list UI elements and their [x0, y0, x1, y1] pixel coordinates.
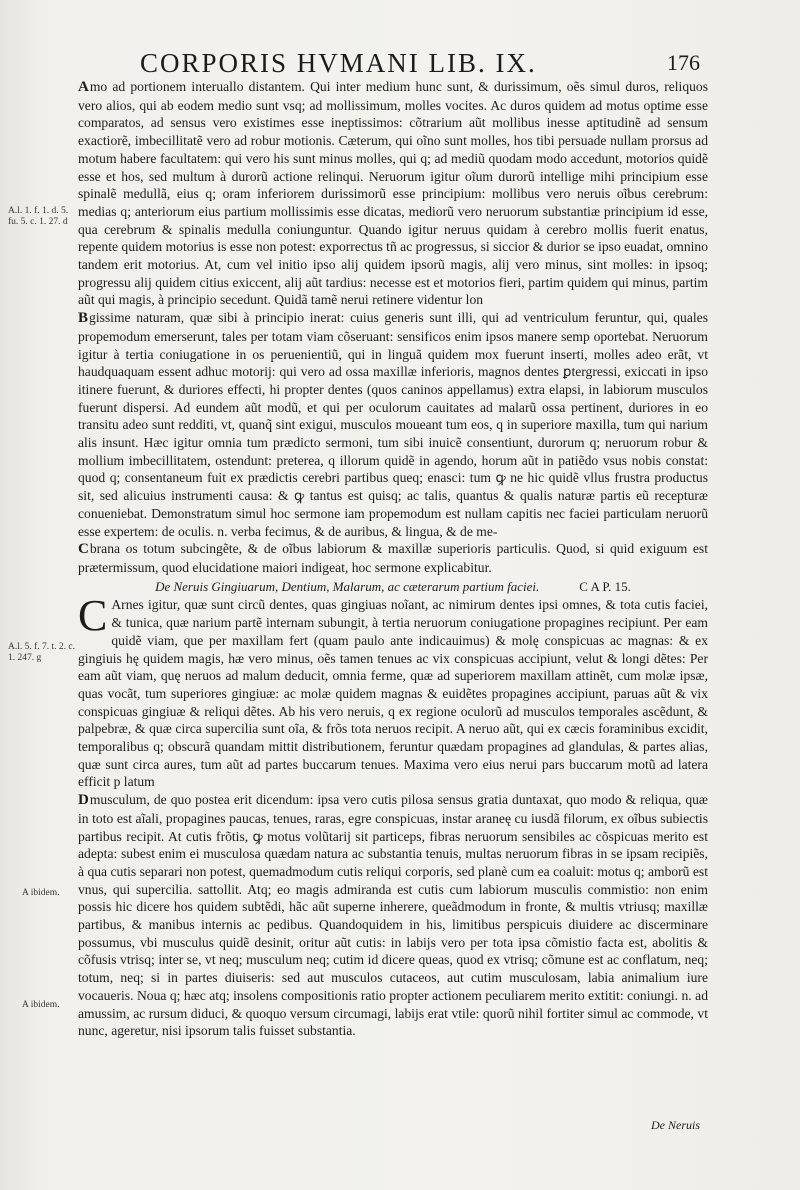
- paragraph-chapter-start: [78, 591, 708, 791]
- section-marker-b: B: [78, 310, 89, 327]
- paragraph-text: gissime naturam, quæ sibi à principio inerat: cuius generis sunt illi, qui ad ventriculum feruntur, qui, quales propemodum emerserunt, tales per totam viam cõseruant: sensificos enim ipsos manere semp oportebat. Neruorum igitur à tertia coniugatione in os peruenientiũ, qui in linguã quidem mox fuerunt inserti, molles adeo erãt, vt haudquaquam essent adhuc motorij: qui vero ad ossa maxillæ inferioris, magnos dentes ꝑtergressi, exiccati in ipso itinere fuerunt, & duriores effecti, hi propter dentes (quos caninos appellamus) extra elapsi, in labiorum musculos fuerunt dispersi. Ad eundem aũt modũ, et qui per oculorum cauitates ad malarũ ossa pertinent, duriores in eo transitu adeo sunt redditi, vt, quanq̃ sint exigui, musculos moueant tum eos, q in superiore maxilla, tum qui narium alis insunt. Hæc igitur omnia tum prædicto sermoni, tum sibi inuicẽ consentiunt, durorum q; neruorum robur & mollium imbecillitatem, ostendunt: preterea, q illorum quidẽ in agendo, horum aũt in patiẽdo vsus nobis constat: quod q; consentaneum fuit ex prædictis cerebri partibus queq; enasci: tum ꝙ ne hic quidẽ vllus frustra productus sit, sed alicuius instrumenti causa: & ꝙ tantus est quisq; ac talis, quantus & qualis naturæ partis eũ recepturæ conueniebat. Demonstratum simul hoc sermone iam propemodum est nullam capitis nec faciei particulam neruorũ esse expertem: de oculis. n. verba fecimus, & de auribus, & lingua, & de me-: [78, 310, 708, 539]
- margin-note: A ibidem.: [22, 888, 60, 898]
- paragraph-d: [78, 791, 708, 1040]
- paragraph-text: brana os totum subcingẽte, & de oĩbus labiorum & maxillæ superioris particulis. Quod, si quid exiguum est prætermissum, quod elucidatione maiori indigeat, hoc sermone explicabitur.: [78, 541, 708, 575]
- section-marker-d: D: [78, 792, 89, 809]
- drop-cap: C: [78, 591, 108, 641]
- paragraph-text: musculum, de quo postea erit dicendum: ipsa vero cutis pilosa sensus gratia duntaxat, quo modo & reliqua, quæ in toto est aĩali, propagines paucas, tenues, raras, egre conspicuas, instar araneę cu iusdã filorum, ex oĩbus subiectis partibus recipit. At cutis frõtis, ꝙ motus volũtarij sit particeps, fibras neruorum sensibiles ac cõspicuas merito est adepta: subest enim ei musculosa quædam natura ac substantia tenuis, multas neruorum fibras in se ipsam recipiẽs, à qua cutis separari non potest, quemadmodum cutis reliqui corporis, sed planè cum ea coaluit: motus q; amborũ est vnus, qui supercilia. sattollit. Atq; eo magis admiranda est cutis cum labiorum musculis commistio: non enim possis hic dicere hos quidem subtẽdi, hãc aũt superne inherere, queãdmodum in fronte, & multis vtriusq; maxillæ partibus, & manibus internis ac pedibus. Quandoquidem in his, limitibus perspicuis diuidere ac discerminare possumus, vbi musculus quidẽ desinit, oritur aũt cutis: in labijs vero per tota ipsa cõmistio facta est, abolitis & cõfusis vtrisq; inter se, vt neq; musculum neq; cutim id dicere queas, quod ex vtrisq; cõmune est ac conflatum, neq; totum, neq; si in partes diuiseris: sed aut musculos cutaceos, aut cutim musculosam, labia animalium iure vocaueris. Noua q; hæc atq; insolens compositionis ratio propter actionem peculiarem merito extitit: coniungi. n. ad amussim, ac rursum diduci, & quoquo versum circumagi, labijs erat vtile: quorũ nihil fortiter simul ac commode, vt nunc, ageretur, nisi ipsorum talis fuisset substantia.: [78, 792, 708, 1039]
- paragraph-text: Arnes igitur, quæ sunt circũ dentes, quas gingiuas noĩant, ac nimirum dentes ipsi omnes, & tota cutis faciei, & tunica, quæ narium partẽ internam subungit, à tertia neruorum coniugatione propagines recipiunt. Per eam quidẽ viam, que per maxillam fert (quam paulo ante indicauimus) & molę conspicuas ac magnas: & ex gingiuis hę quidem magis, hæ vero minus, oẽs tamen tenues ac vix conspicuas accipiunt, velut & longi dẽtes: Per eam aũt viam, quę neruos ad malum deducit, omnia ferme, quæ ad superiorem maxillam attinẽt, cum molæ ipsæ, quas vocãt, tum superiores gingiuæ: ac molæ quidem magnas & euidẽtes propagines accipiunt, paruas aũt & vix conspicuas gingiuæ & reliqui dẽtes. Ab his vero neruis, q ex regione oculorũ ad musculos temporales ascẽdunt, & palpebræ, & quæ circa supercilia sunt oĩa, & frõs tota neruos recipit. A neruo aũt, qui ex cæcis foraminibus excidit, temporalibus q; obscurã quandam mittit distributionem, feruntur quædam propagines ad glandulas, & partes alias, quæ sunt circa aures, tum aũt ad partes buccarum tenues. Maxima vero eius nerui pars buccarum motũ ad latera efficit p latum: [78, 597, 708, 790]
- paragraph-b: [78, 309, 708, 540]
- chapter-title: De Neruis Gingiuarum, Dentium, Malarum, ac cæterarum partium faciei.: [155, 578, 540, 594]
- chapter-heading: [78, 578, 708, 596]
- catchword: De Neruis: [651, 1118, 700, 1132]
- margin-note: A ibidem.: [22, 1000, 60, 1010]
- margin-note: A.l. 1. f. 1. d. 5. fu. 5. c. 1. 27. d: [8, 206, 69, 227]
- paragraph-c: [78, 540, 708, 576]
- body-text: [78, 78, 708, 1040]
- section-marker-a: A: [78, 79, 89, 95]
- page-number: 176: [667, 50, 700, 75]
- paragraph-text: mo ad portionem interuallo distantem. Qui inter medium hunc sunt, & durissimum, oẽs simul duros, reliquos vero alios, qui ab eodem medio sunt vsq; ad mollissimum, molles vocites. Ac duros quidem ad motus optime esse comparatos, ad sensus vero existimes esse ineptissimos: cõtrarium aũt mollibus inesse aptitudinẽ ad sensum exactiorẽ, imbecillitatẽ vero ad robur motionis. Cæterum, qui oĩno sunt molles, hos tibi persuade nullam prorsus ad motum habere facultatem: qui vero his sunt minus molles, qui q; ad mediũ quodam modo accedunt, motorios quidẽ esse et hos, sed multum à durorũ actione relinqui. Neruorum igitur oĩum durorũ intellige mihi principium esse spinalẽ medullã, eius q; oram inferiorem durissimorũ esse principium: mollibus vero neruis oĩbus cerebrum: medias q; anteriorum eius partium mollissimis esse dicatas, mediorũ vero neruorum substantiæ principium id esse, qua cerebrum & spinalis medulla coniunguntur. Quando igitur neruus quidam à cerebro mollis fuerit enatus, repente quidem motorius is esse non potest: exporrectus tñ ac progressus, si siccior & durior se ipso euadat, omnino tandem erit motorius. At, cum vel initio ipso alij quidem ipsorũ magis, alij vero minus, sint molles: in ipsoq; progressu alij quidem citius exiccent, alij aũt tardius: necesse est et motorios fieri, partim quidem qui minus, partim aũt qui magis, à principio secedunt. Quidã tamẽ nerui retinere videntur lon: [78, 79, 708, 308]
- chapter-number: C A P. 15.: [579, 578, 631, 594]
- margin-note: A.l. 5. f. 7. t. 2. c. 1. 247. g: [8, 642, 76, 663]
- running-head: CORPORIS HVMANI LIB. IX.: [140, 48, 537, 78]
- section-marker-c: C: [78, 541, 89, 558]
- paragraph-a: [78, 78, 708, 309]
